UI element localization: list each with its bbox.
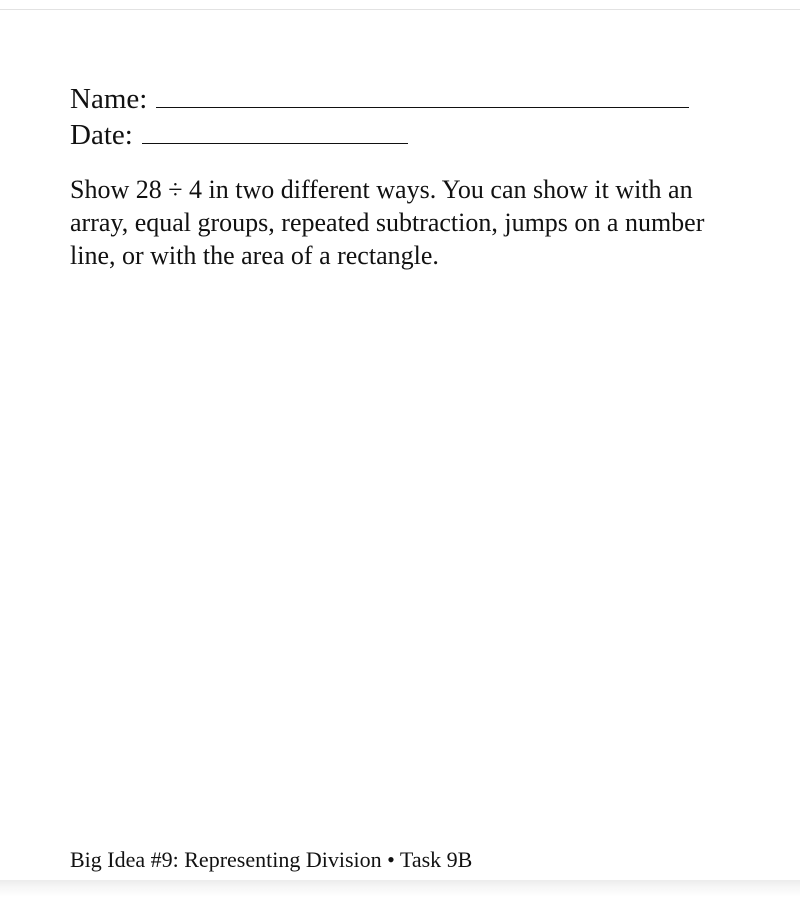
name-blank-line (156, 87, 689, 108)
top-divider (0, 9, 800, 10)
date-blank-line (142, 123, 408, 144)
date-field (70, 118, 408, 152)
date-label: Date: (70, 119, 133, 151)
name-field (70, 82, 689, 116)
task-prompt: Show 28 ÷ 4 in two different ways. You can show it with an array, equal groups, repeated subtraction, jumps on a number line, or with the area of a rectangle. (70, 175, 705, 270)
name-label: Name: (70, 83, 148, 115)
page-footer: Big Idea #9: Representing Division • Task 9B (70, 847, 473, 872)
page-bottom-edge (0, 880, 800, 897)
